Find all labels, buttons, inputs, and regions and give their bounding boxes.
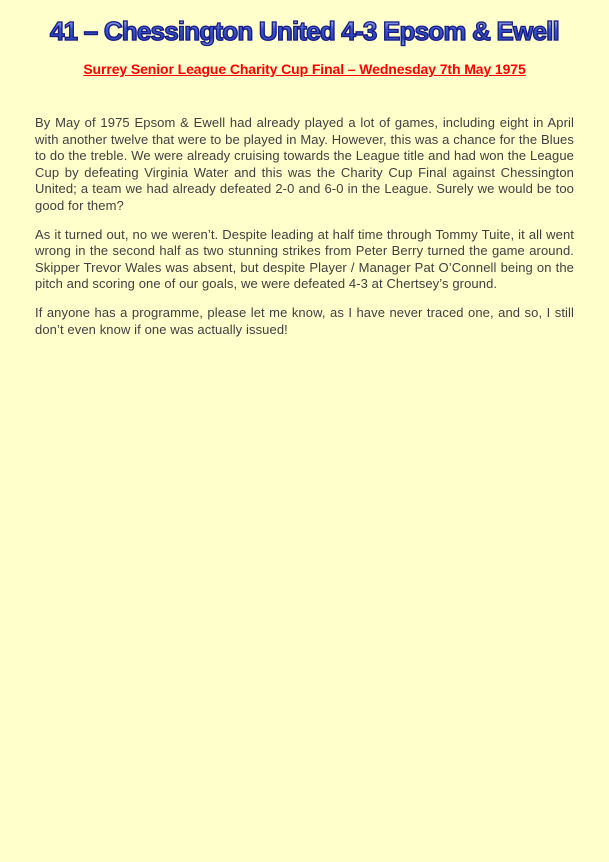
- page-title: 41 – Chessington United 4-3 Epsom & Ewell: [25, 16, 584, 47]
- paragraph-intro: By May of 1975 Epsom & Ewell had already played a lot of games, including eight in April with another twelve that were to be played in May. However, this was a chance for the Blues to do the treble. We were already cruising towards the League title and had won the League Cup by defeating Virginia Water and this was the Charity Cup Final against Chessington United; a team we had already defeated 2-0 and 6-0 in the League. Surely we would be too good for them?: [35, 115, 574, 213]
- paragraph-programme-request: If anyone has a programme, please let me know, as I have never traced one, and so, I still don’t even know if one was actually issued!: [35, 304, 574, 337]
- page-subtitle: Surrey Senior League Charity Cup Final – Wednesday 7th May 1975: [83, 61, 526, 77]
- paragraph-match-report: As it turned out, no we weren’t. Despite leading at half time through Tommy Tuite, it all went wrong in the second half as two stunning strikes from Peter Berry turned the game around. Skipper Trevor Wales was absent, but despite Player / Manager Pat O’Connell being on the pitch and scoring one of our goals, we were defeated 4-3 at Chertsey’s ground.: [35, 226, 574, 292]
- article-body: [35, 115, 574, 338]
